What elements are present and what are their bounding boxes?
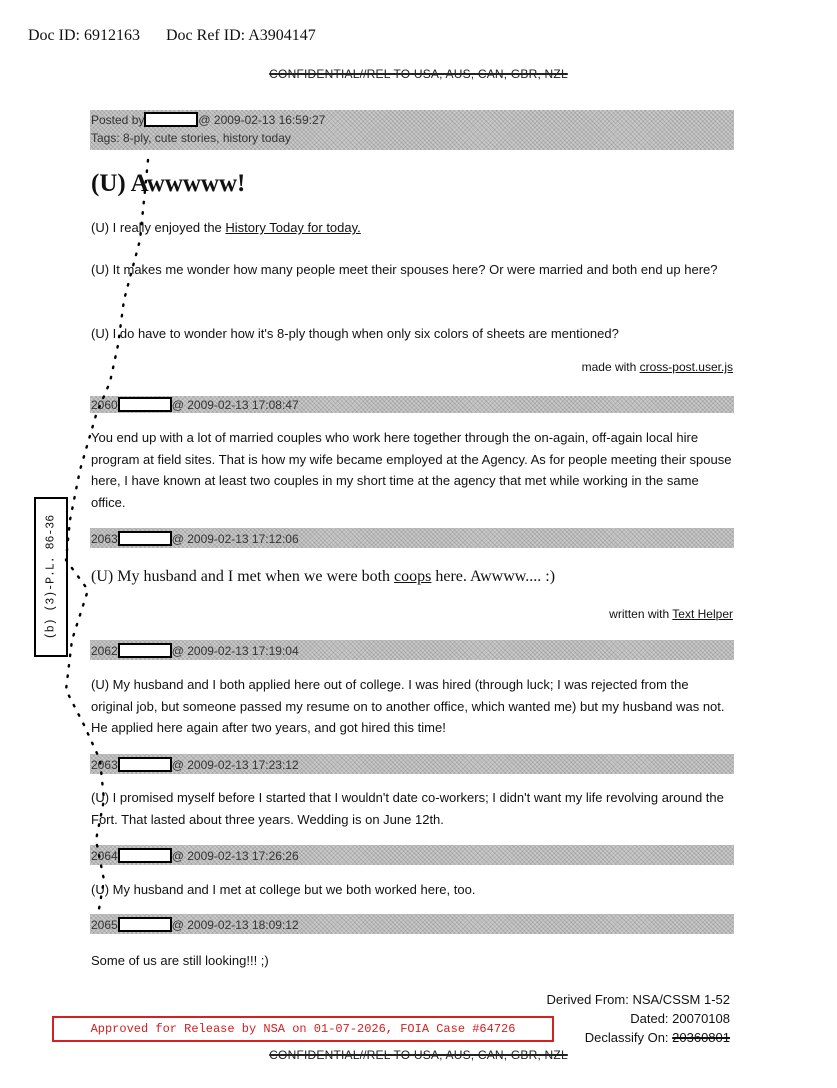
redaction-box <box>118 397 172 412</box>
comment-header-bar <box>90 528 734 548</box>
declassify-value: 20360801 <box>672 1030 730 1045</box>
comment-timestamp: @ 2009-02-13 17:08:47 <box>171 398 299 412</box>
comment-text <box>91 568 555 586</box>
comment-id: 2062 <box>91 644 118 658</box>
doc-id: Doc ID: 6912163 <box>28 27 140 44</box>
post-title: (U) Awwwww! <box>91 170 246 197</box>
classification-banner-bottom: CONFIDENTIAL//REL TO USA, AUS, CAN, GBR, NZL <box>269 1048 568 1062</box>
exemption-label-box <box>34 497 68 657</box>
comment-timestamp: @ 2009-02-13 17:26:26 <box>171 849 299 863</box>
comment-header-bar <box>90 914 734 934</box>
comment-id: 2065 <box>91 918 118 932</box>
comment-id: 2063 <box>91 532 118 546</box>
post-paragraph-3: (U) I do have to wonder how it's 8-ply though when only six colors of sheets are mentioned? <box>91 326 619 341</box>
comment-timestamp: @ 2009-02-13 17:12:06 <box>171 532 299 546</box>
redaction-box <box>118 531 172 546</box>
redaction-box <box>118 917 172 932</box>
written-with-note <box>609 607 733 621</box>
comment-timestamp: @ 2009-02-13 17:23:12 <box>171 758 299 772</box>
comment-id: 2060 <box>91 398 118 412</box>
exemption-label: (b) (3)-P.L. 86-36 <box>44 514 58 640</box>
comment-text: (U) My husband and I both applied here out of college. I was hired (through luck; I was rejected from the original job, but someone passed my resume on to another office, which wanted me) but my husband was not. He applied here again after two years, and got hired this time! <box>91 677 725 735</box>
comment-text: (U) My husband and I met at college but we both worked here, too. <box>91 882 476 897</box>
comment-header-bar <box>90 640 734 660</box>
post-timestamp: @ 2009-02-13 16:59:27 <box>198 113 326 127</box>
comment-header-bar <box>90 396 734 413</box>
cross-post-link[interactable]: cross-post.user.js <box>639 360 733 374</box>
coops-link[interactable]: coops <box>394 568 432 585</box>
post-paragraph-2: (U) It makes me wonder how many people meet their spouses here? Or were married and both end up here? <box>91 262 718 277</box>
post-tags: Tags: 8-ply, cute stories, history today <box>91 131 291 145</box>
release-stamp: Approved for Release by NSA on 01-07-2026, FOIA Case #64726 <box>52 1016 554 1042</box>
comment-text: Some of us are still looking!!! ;) <box>91 953 269 968</box>
written-with-label: written with <box>609 607 673 621</box>
redaction-box <box>118 643 172 658</box>
made-with-note <box>582 360 733 374</box>
comment-text-prefix: (U) My husband and I met when we were both <box>91 568 395 585</box>
posted-by-label: Posted by <box>91 113 145 127</box>
redaction-box <box>144 112 198 127</box>
text-helper-link[interactable]: Text Helper <box>672 607 733 621</box>
classification-banner-top: CONFIDENTIAL//REL TO USA, AUS, CAN, GBR, NZL <box>269 67 568 81</box>
declassify-on <box>585 1030 730 1045</box>
doc-ref-id: Doc Ref ID: A3904147 <box>166 27 316 44</box>
comment-text: You end up with a lot of married couples who work here together through the on-again, off-again local hire program at field sites. That is how my wife became employed at the Agency. As for people meeting their spouse here, I have known at least two couples in my short time at the agency that met while working in the same office. <box>91 430 732 510</box>
redaction-box <box>118 757 172 772</box>
comment-header-bar <box>90 845 734 865</box>
comment-id: 2063 <box>91 758 118 772</box>
comment-text: (U) I promised myself before I started that I wouldn't date co-workers; I didn't want my life revolving around the Fort. That lasted about three years. Wedding is on June 12th. <box>91 790 724 827</box>
post-header-bar <box>90 110 734 150</box>
comment-timestamp: @ 2009-02-13 18:09:12 <box>171 918 299 932</box>
post-paragraph-1-text: (U) I really enjoyed the <box>91 220 226 235</box>
dated: Dated: 20070108 <box>630 1011 730 1026</box>
comment-text-suffix: here. Awwww.... :) <box>431 568 556 585</box>
made-with-label: made with <box>581 360 640 374</box>
derived-from: Derived From: NSA/CSSM 1-52 <box>546 992 730 1007</box>
comment-header-bar <box>90 754 734 774</box>
comment-id: 2064 <box>91 849 118 863</box>
comment-timestamp: @ 2009-02-13 17:19:04 <box>171 644 299 658</box>
post-paragraph-1 <box>91 217 741 239</box>
declassify-label: Declassify On: <box>584 1030 673 1045</box>
redaction-box <box>118 848 172 863</box>
history-today-link[interactable]: History Today for today. <box>225 220 361 235</box>
